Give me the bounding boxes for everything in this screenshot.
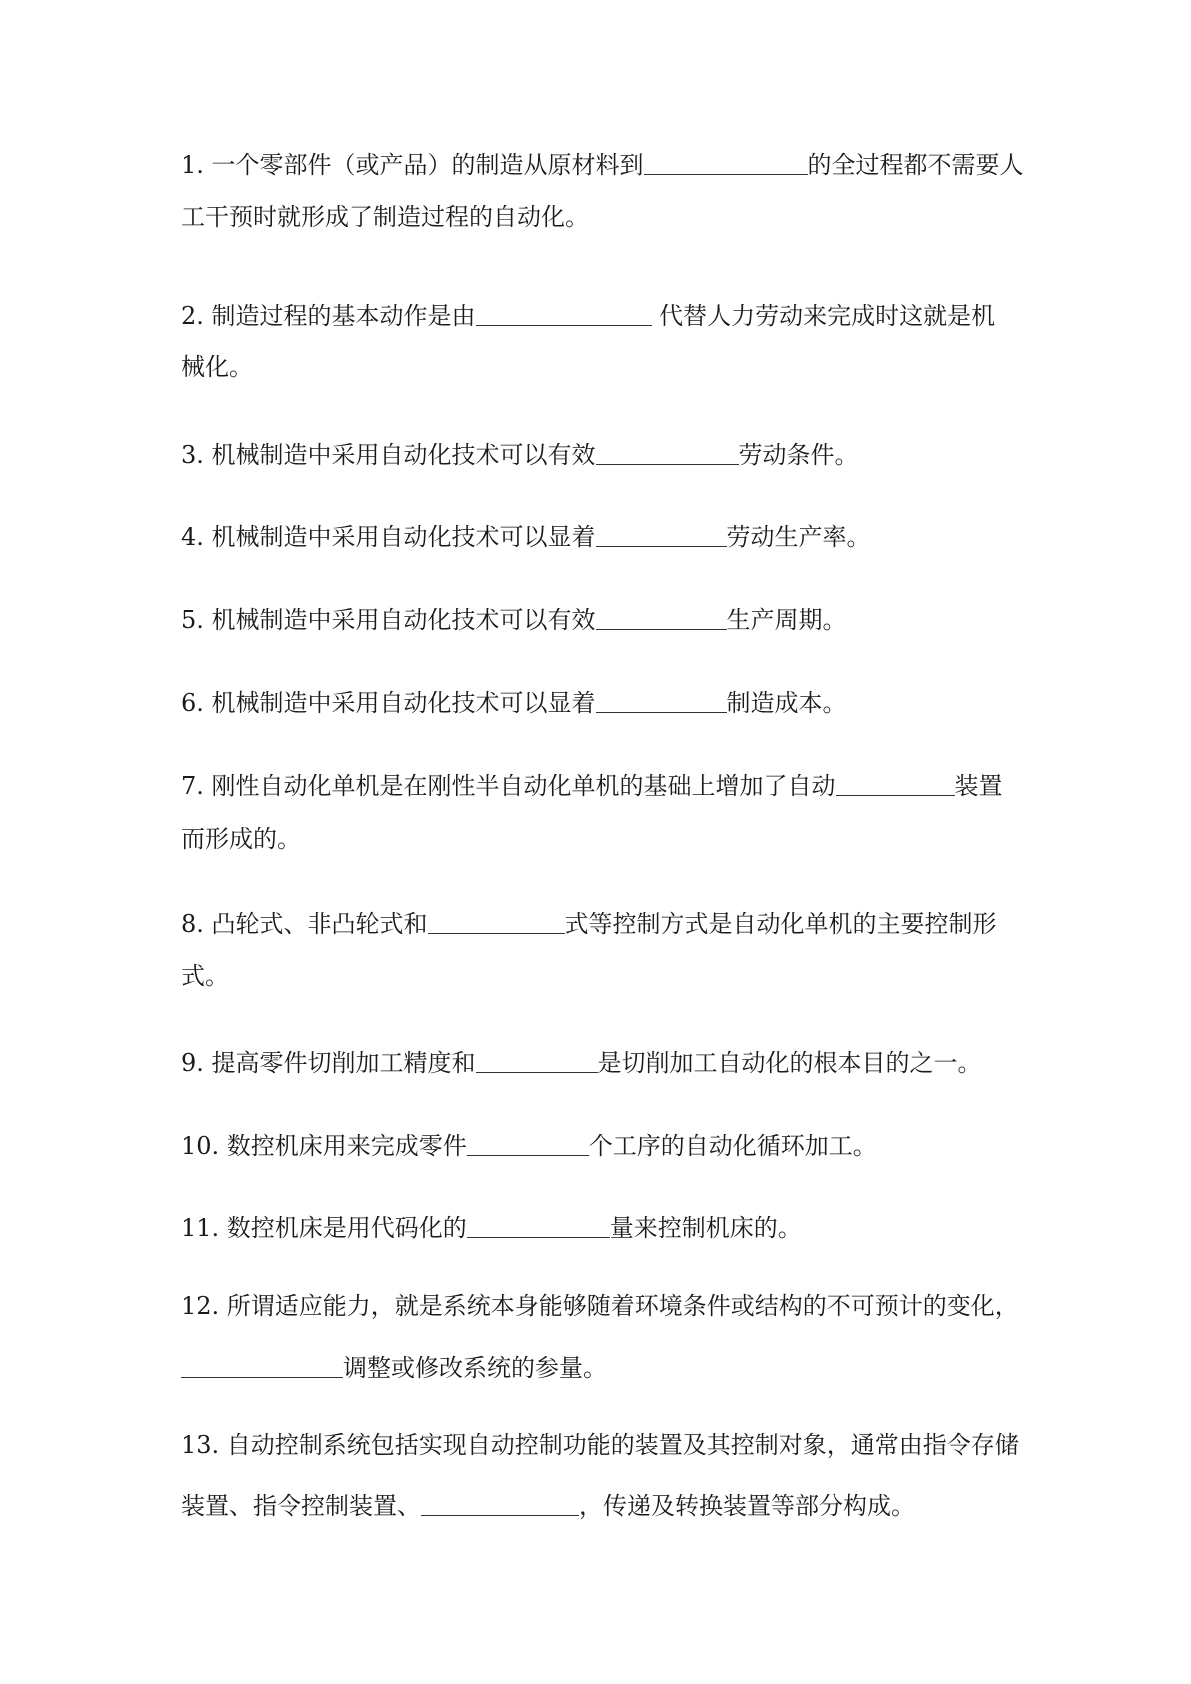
answer-blank[interactable] [467, 1131, 589, 1156]
question-text: 调整或修改系统的参量。 [343, 1354, 607, 1382]
question-line [181, 438, 859, 467]
answer-blank[interactable] [836, 771, 955, 796]
answer-blank[interactable] [421, 1491, 579, 1516]
question-line [181, 148, 1024, 177]
question-text: 的全过程都不需要人 [807, 151, 1024, 179]
question-text: 1. 一个零部件（或产品）的制造从原材料到 [181, 151, 644, 179]
question-line [181, 603, 847, 632]
question-line [181, 1211, 802, 1240]
question-text: 式等控制方式是自动化单机的主要控制形 [564, 910, 997, 938]
question-text: 是切削加工自动化的根本目的之一。 [597, 1049, 982, 1077]
answer-blank[interactable] [596, 605, 727, 630]
question-line [181, 769, 1003, 798]
question-line: 12. 所谓适应能力，就是系统本身能够随着环境条件或结构的不可预计的变化， [181, 1292, 1019, 1320]
answer-blank[interactable] [467, 1213, 610, 1238]
question-line [181, 1129, 877, 1158]
answer-blank[interactable] [596, 440, 739, 465]
question-text: 劳动条件。 [738, 441, 859, 469]
answer-blank[interactable] [476, 301, 652, 326]
question-text: 生产周期。 [726, 606, 847, 634]
answer-blank[interactable] [644, 150, 808, 175]
answer-blank[interactable] [181, 1353, 343, 1378]
question-line [181, 299, 995, 328]
question-line [181, 907, 997, 936]
question-line [181, 686, 847, 715]
answer-blank[interactable] [428, 909, 565, 934]
question-text: 制造成本。 [726, 689, 847, 717]
question-text: 4. 机械制造中采用自动化技术可以显着 [181, 523, 596, 551]
question-text: 装置 [954, 772, 1003, 800]
question-text: 2. 制造过程的基本动作是由 [181, 302, 476, 330]
question-line: 工干预时就形成了制造过程的自动化。 [181, 203, 589, 231]
question-line: 13. 自动控制系统包括实现自动控制功能的装置及其控制对象，通常由指令存储 [181, 1431, 1019, 1459]
question-text: 7. 刚性自动化单机是在刚性半自动化单机的基础上增加了自动 [181, 772, 836, 800]
question-text: ，传递及转换装置等部分构成。 [579, 1492, 915, 1520]
question-text: 10. 数控机床用来完成零件 [181, 1132, 467, 1160]
question-text: 劳动生产率。 [726, 523, 871, 551]
question-text: 代替人力劳动来完成时这就是机 [651, 302, 996, 330]
answer-blank[interactable] [596, 688, 727, 713]
answer-blank[interactable] [476, 1048, 598, 1073]
question-text: 9. 提高零件切削加工精度和 [181, 1049, 476, 1077]
question-text: 装置、指令控制装置、 [181, 1492, 421, 1520]
question-text: 个工序的自动化循环加工。 [588, 1132, 877, 1160]
question-line [181, 1351, 607, 1380]
question-text: 5. 机械制造中采用自动化技术可以有效 [181, 606, 596, 634]
question-line: 械化。 [181, 353, 253, 381]
question-line: 而形成的。 [181, 825, 301, 853]
question-text: 3. 机械制造中采用自动化技术可以有效 [181, 441, 596, 469]
question-text: 6. 机械制造中采用自动化技术可以显着 [181, 689, 596, 717]
question-text: 11. 数控机床是用代码化的 [181, 1214, 467, 1242]
question-line [181, 1489, 915, 1518]
answer-blank[interactable] [596, 522, 727, 547]
question-line [181, 1046, 982, 1075]
question-text: 量来控制机床的。 [609, 1214, 802, 1242]
question-text: 8. 凸轮式、非凸轮式和 [181, 910, 428, 938]
question-line [181, 520, 871, 549]
question-line: 式。 [181, 962, 229, 990]
